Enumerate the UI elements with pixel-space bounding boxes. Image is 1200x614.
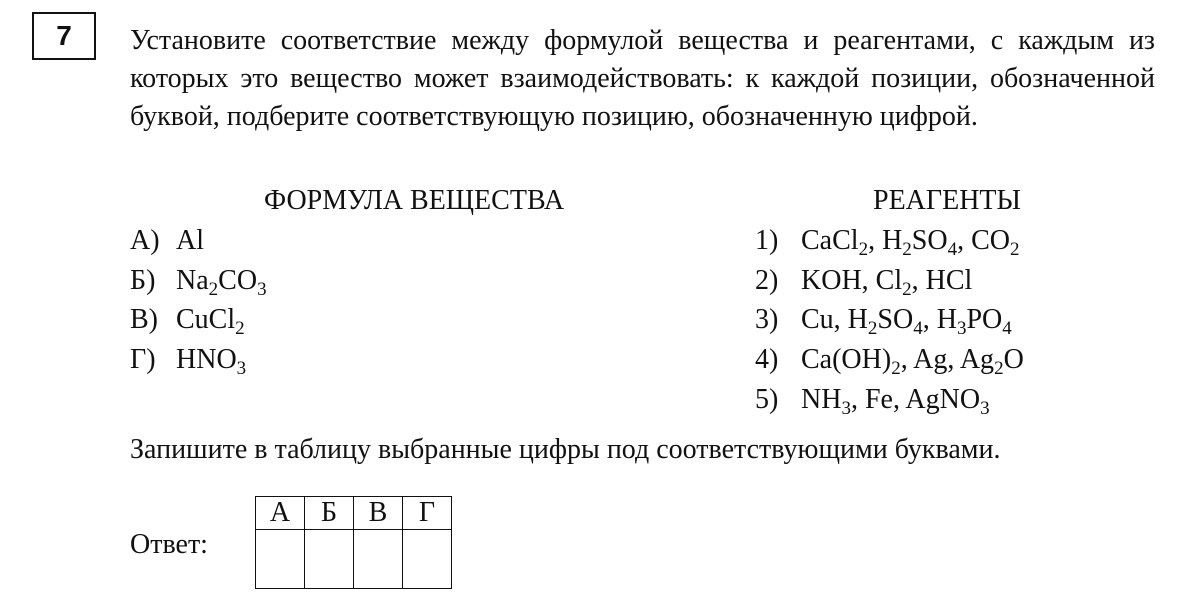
formula-subscript: 3: [236, 358, 247, 379]
formula-subscript: 4: [947, 239, 958, 260]
left-item-marker: Г): [130, 344, 156, 375]
formula-subscript: 2: [902, 239, 912, 260]
right-column-heading: РЕАГЕНТЫ: [873, 185, 1021, 216]
right-item: [755, 264, 972, 298]
right-item-marker: 4): [755, 344, 779, 375]
formula-subscript: 3: [257, 279, 267, 300]
formula-subscript: 4: [1002, 318, 1012, 339]
right-item-formula: $Ca(OH)_2$, Ag, $Ag_2O$: [801, 344, 1024, 379]
right-item-formula: KOH, $Cl_2$, HCl: [801, 265, 973, 300]
answer-label: Ответ:: [130, 529, 208, 560]
formula-subscript: 2: [994, 358, 1004, 379]
left-item-formula: CuCl$_2$: [176, 304, 245, 339]
right-item: [755, 224, 1020, 258]
left-item: [130, 303, 245, 337]
formula-subscript: 2: [858, 239, 869, 260]
formula-subscript: 2: [867, 318, 878, 339]
answer-input-row: [256, 530, 452, 589]
formula-subscript: 3: [956, 318, 967, 339]
right-item-formula: $NH_3$, Fe, AgNO$_3$: [801, 384, 990, 419]
right-item: [755, 383, 990, 417]
left-item: [130, 264, 267, 298]
formula-subscript: 3: [841, 398, 851, 419]
answer-header-row: [256, 497, 452, 530]
answer-cell[interactable]: [256, 530, 305, 589]
right-item-marker: 5): [755, 384, 779, 415]
task-instruction: Установите соответствие между формулой вещества и реагентами, с каждым из которых это вещество может взаимодействовать: к каждой позиции, обозначенной буквой, подберите соответствующую позицию, обозначенную цифрой.: [130, 25, 1155, 132]
left-item-formula: $HNO_3$: [176, 344, 247, 379]
answer-header-cell: А: [256, 497, 305, 530]
right-item-marker: 3): [755, 304, 779, 335]
table-instruction: Запишите в таблицу выбранные цифры под соответствующими буквами.: [130, 434, 1001, 465]
answer-header-cell: Б: [305, 497, 354, 530]
formula-subscript: 2: [902, 279, 912, 300]
answer-header-cell: Г: [403, 497, 452, 530]
right-item: [755, 303, 1012, 337]
answer-cell[interactable]: [403, 530, 452, 589]
formula-subscript: 2: [891, 358, 901, 379]
left-item-formula: $Na_2CO_3$: [176, 265, 267, 300]
left-column-heading: ФОРМУЛА ВЕЩЕСТВА: [264, 185, 565, 216]
formula-subscript: 2: [1010, 239, 1020, 260]
formula-subscript: 4: [913, 318, 923, 339]
right-item-formula: CaCl$_2$, $H_2SO_4$, $CO_2$: [801, 225, 1020, 260]
right-item-formula: Cu, $H_2SO_4$, $H_3PO_4$: [801, 304, 1012, 339]
answer-cell[interactable]: [354, 530, 403, 589]
task-number: 7: [56, 20, 72, 51]
formula-subscript: 2: [208, 279, 219, 300]
formula-subscript: 3: [980, 398, 990, 419]
right-item: [755, 343, 1024, 377]
left-item-marker: Б): [130, 265, 156, 296]
left-item-marker: В): [130, 304, 158, 335]
left-item: [130, 343, 246, 377]
left-item-marker: А): [130, 225, 160, 256]
formula-subscript: 2: [235, 318, 245, 339]
left-item: [130, 224, 204, 258]
right-item-marker: 1): [755, 225, 779, 256]
left-item-formula: Al: [176, 225, 204, 256]
answer-header-cell: В: [354, 497, 403, 530]
right-item-marker: 2): [755, 265, 779, 296]
task-number-box: [32, 12, 96, 60]
answer-cell[interactable]: [305, 530, 354, 589]
answer-table: [255, 496, 452, 589]
